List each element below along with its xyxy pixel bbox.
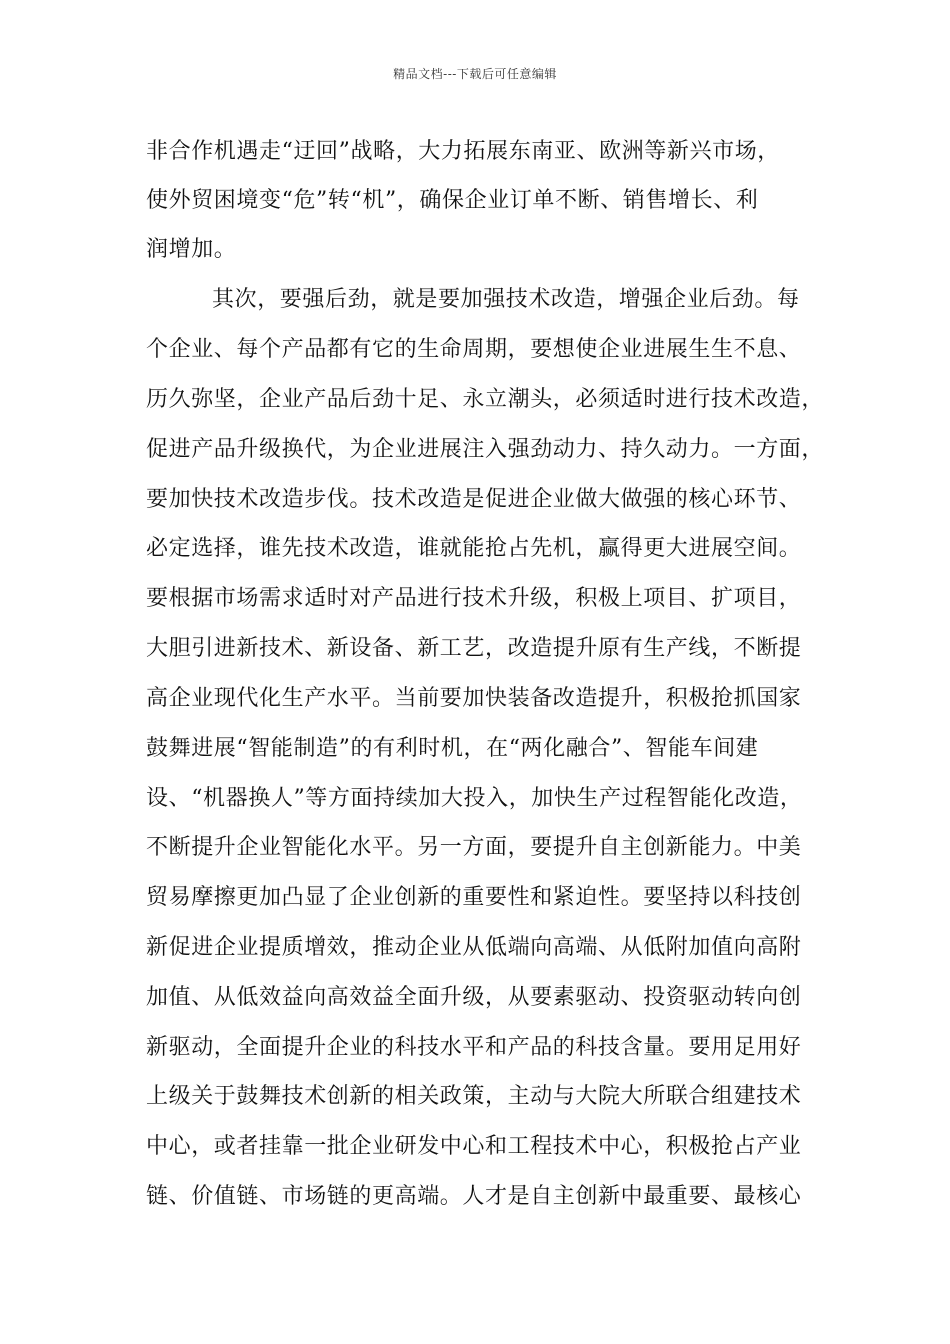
text-line: 使外贸困境变“危”转“机”，确保企业订单不断、销售增长、利 — [146, 188, 759, 213]
text-line: 润增加。 — [146, 237, 237, 262]
text-line: 历久弥坚，企业产品后劲十足、永立潮头，必须适时进行技术改造， — [146, 387, 825, 412]
text-line: 非合作机遇走“迂回”战略，大力拓展东南亚、欧洲等新兴市场， — [146, 139, 780, 164]
text-line: 新促进企业提质增效，推动企业从低端向高端、从低附加值向高附 — [146, 935, 802, 960]
text-line: 不断提升企业智能化水平。另一方面，要提升自主创新能力。中美 — [146, 835, 802, 860]
text-line: 要根据市场需求适时对产品进行技术升级，积极上项目、扩项目， — [146, 586, 802, 611]
text-line: 大胆引进新技术、新设备、新工艺，改造提升原有生产线，不断提 — [146, 636, 802, 661]
text-line: 上级关于鼓舞技术创新的相关政策，主动与大院大所联合组建技术 — [146, 1084, 802, 1109]
text-line: 链、价值链、市场链的更高端。人才是自主创新中最重要、最核心 — [146, 1184, 802, 1209]
text-line: 设、“机器换人”等方面持续加大投入，加快生产过程智能化改造， — [146, 786, 803, 811]
text-line: 加值、从低效益向高效益全面升级，从要素驱动、投资驱动转向创 — [146, 985, 802, 1010]
text-line: 鼓舞进展“智能制造”的有利时机，在“两化融合”、智能车间建 — [146, 736, 759, 761]
text-line: 要加快技术改造步伐。技术改造是促进企业做大做强的核心环节、 — [146, 487, 802, 512]
text-line: 中心，或者挂靠一批企业研发中心和工程技术中心，积极抢占产业 — [146, 1134, 802, 1159]
text-line: 高企业现代化生产水平。当前要加快装备改造提升，积极抢抓国家 — [146, 686, 802, 711]
paragraph-first-line: 其次，要强后劲，就是要加强技术改造，增强企业后劲。每 — [212, 287, 800, 312]
text-line: 新驱动，全面提升企业的科技水平和产品的科技含量。要用足用好 — [146, 1035, 802, 1060]
text-line: 必定选择，谁先技术改造，谁就能抢占先机，赢得更大进展空间。 — [146, 536, 802, 561]
text-line: 个企业、每个产品都有它的生命周期，要想使企业进展生生不息、 — [146, 337, 802, 362]
text-line: 贸易摩擦更加凸显了企业创新的重要性和紧迫性。要坚持以科技创 — [146, 885, 802, 910]
page-header: 精品文档---下载后可任意编辑 — [393, 67, 557, 81]
text-line: 促进产品升级换代，为企业进展注入强劲动力、持久动力。一方面， — [146, 437, 825, 462]
